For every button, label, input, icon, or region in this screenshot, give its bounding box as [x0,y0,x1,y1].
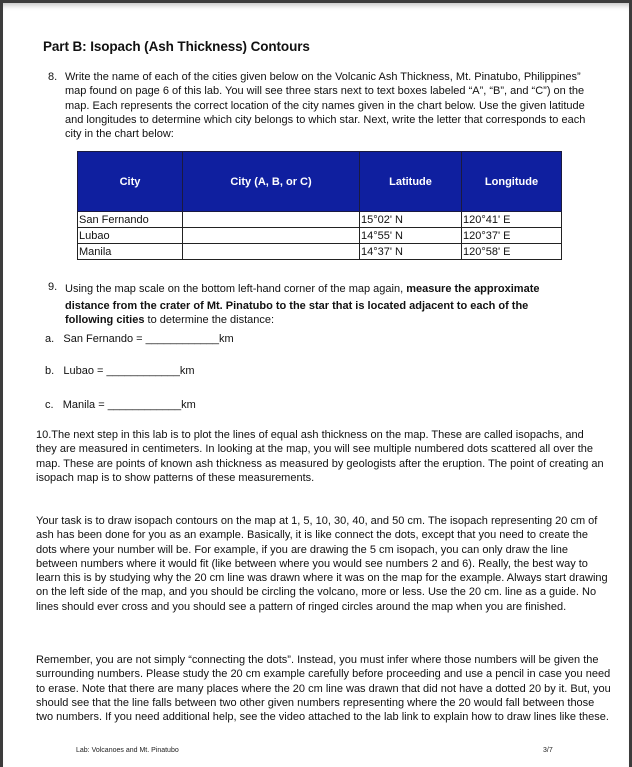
table-row [78,212,562,228]
question-8 [48,70,598,141]
table-header-row [78,152,562,212]
table-row [78,244,562,260]
question-10-instructions: Your task is to draw isopach contours on the map at 1, 5, 10, 30, 40, and 50 cm. The isopach representing 20 cm of ash has been done for you as an example. Basically, it is like connect the dots, except that you need to create the dots where your number will be. For example, if you are drawing the 5 cm isopach, you can only draw the line between numbers where it would fit (like between where you would see numbers 2 and 6). Really, the best way to learn this is by studying why the 20 cm line was drawn where it was on the map for the example. Always start drawing on the left side of the map, and you should be circling the volcano, more or less. Use the 20 cm. line as a guide. No lines should ever cross and you should see a pattern of ringed circles around the map when you are finished. [36,515,608,613]
footer-page-number: 3/7 [543,747,553,754]
question-8-text-line1: Write the name of each of the cities given below on the Volcanic Ash Thickness, Mt. Pinatubo, [65,71,521,83]
answer-blank[interactable]: ____________ [106,365,180,377]
cell-city: San Fernando [78,212,183,228]
item-label: b. [45,365,55,377]
cell-latitude: 14°55' N [360,228,462,244]
item-city: San Fernando = [63,333,143,345]
header-city: City [78,152,183,212]
cell-longitude: 120°41' E [462,212,562,228]
footer-lab-title: Lab: Volcanoes and Mt. Pinatubo [76,747,179,754]
cell-letter-input[interactable] [183,212,360,228]
cell-city: Manila [78,244,183,260]
item-unit: km [219,333,234,345]
cell-city: Lubao [78,228,183,244]
item-unit: km [179,365,195,377]
q9-text-bold: measure the approximate [406,283,540,295]
cell-letter-input[interactable] [183,228,360,244]
answer-lubao [45,365,195,377]
cell-latitude: 15°02' N [360,212,462,228]
header-city-letter: City (A, B, or C) [183,152,360,212]
item-label: c. [45,399,54,411]
question-10-reminder: Remember, you are not simply “connecting the dots”. Instead, you must infer where those numbers will be given the surrounding numbers. Please study the 20 cm example carefully before proceeding and use a pencil in case you need to erase. Note that there are many places where the 20 cm line was drawn that did not have a dotted 20 by it. But, you should see that the line falls between two other given numbers representing where the 20 would fall between those two numbers. If you need additional help, see the video attached to the lab link to explain how to draw lines like these. [36,654,611,724]
header-longitude: Longitude [462,152,562,212]
cell-letter-input[interactable] [183,244,360,260]
question-number: 8. [48,71,58,83]
item-unit: km [181,399,196,411]
item-city: Manila = [62,399,105,411]
cell-longitude: 120°37' E [462,228,562,244]
q9-text-bold-3: following cities [65,314,145,326]
item-city: Lubao = [63,365,104,377]
cell-latitude: 14°37' N [360,244,462,260]
question-10: 10.The next step in this lab is to plot the lines of equal ash thickness on the map. These are called isopachs, and they are measured in centimeters. In looking at the map, you will see multiple numbered dots scattered all over the map. These are points of known ash thickness as measured by geologists after the eruption. The point of creating an isopach map is to show patterns of these measurements. [36,429,604,484]
question-8-text-rest: Philippines” map found on page 6 of this lab. You will see three stars next to text boxes labeled “A”, “B”, and “C”) on the map. Each represents the correct location of the city names given in the chart below. Use the given latitude and longitudes to determine which city belongs to which star. Next, write the letter that corresponds to each city in the chart below: [65,71,586,141]
question-9 [48,280,608,328]
question-number: 9. [48,281,58,293]
section-heading: Part B: Isopach (Ash Thickness) Contours [43,39,310,54]
city-coordinates-table [77,151,562,260]
answer-blank[interactable]: ____________ [145,333,220,345]
header-latitude: Latitude [360,152,462,212]
q9-text-plain: Using the map scale on the bottom left-hand corner of the map again, [65,283,407,295]
answer-blank[interactable]: ____________ [107,399,182,411]
table-row [78,228,562,244]
item-label: a. [45,333,55,345]
answer-san-fernando [45,333,234,345]
document-page [3,3,629,767]
cell-longitude: 120°58' E [462,244,562,260]
q9-text-plain-2: to determine the distance: [144,314,275,326]
answer-manila [45,399,196,411]
q9-text-bold-2: distance from the crater of Mt. Pinatubo to the star that is located adjacent to each of the [65,300,529,312]
